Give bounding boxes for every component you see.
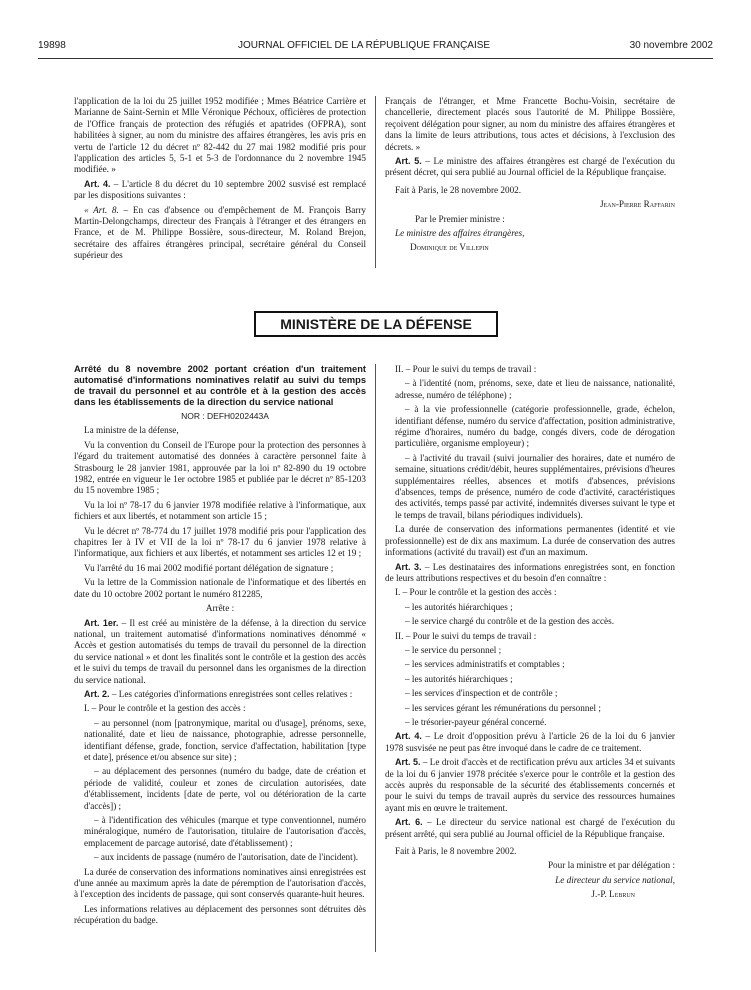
par-le-premier-ministre: Par le Premier ministre : [415, 213, 505, 224]
visa-2: Vu la convention du Conseil de l'Europe pour la protection des personnes à l'égard du traitement automatisé des données à caractère personnel faite à Strasbourg le 28 janvier 1981, approuvée par la loi nº 82-890 du 19 octobre 1982, entrée en vigueur le 1er octobre 1985 et publiée par le décret nº 85-1203 du 15 novembre 1985 ; [74, 439, 366, 496]
arrete-right-column [385, 364, 675, 904]
article-3-section-I: I. – Pour le contrôle et la gestion des accès : [395, 587, 557, 598]
list-item: – aux incidents de passage (numéro de l'autorisation, date de l'incident). [94, 852, 359, 863]
article-8: « Art. 8. – En cas d'absence ou d'empêchement de M. François Barry Martin-Delongchamps, directeur des Français à l'étranger et des étrangers en France, et de M. Philippe Bossière, sous-directeur, M. Roland Brejon, secrétaire des affaires étrangères principal, secrétaire général du Conseil supérieur des [74, 204, 366, 261]
list-item: – à la vie professionnelle (catégorie professionnelle, grade, échelon, identifiant défense, numéro du service d'affectation, position administrative, régime d'horaires, numéro du badge, congés divers, code de dérogation particulière, organisme employeur) ; [395, 404, 675, 449]
article-4: Art. 4. – L'article 8 du décret du 10 septembre 2002 susvisé est remplacé par les dispositions suivantes : [74, 178, 367, 201]
page-number: 19898 [38, 40, 66, 51]
article-5: Art. 5. – Le ministre des affaires étrangères est chargé de l'exécution du présent décret, qui sera publié au Journal officiel de la République française. [385, 156, 676, 178]
list-item: – au déplacement des personnes (numéro du badge, date de création et période de validité, couleur et zones de circulation autorisées, date d'établissement, incidents [date de perte, vol ou détérioration de la carte d'accès]) ; [84, 766, 366, 811]
article-4: Art. 4. – Le droit d'opposition prévu à l'article 26 de la loi du 6 janvier 1978 susvisée ne peut pas être invoqué dans le cadre de ce traitement. [385, 731, 675, 753]
list-item: – les services administratifs et comptables ; [405, 659, 565, 670]
signature-line-1: Pour la ministre et par délégation : [547, 860, 675, 871]
visa-6: Vu la lettre de la Commission nationale de l'informatique et des libertés en date du 10 octobre 2002 portant le numéro 812285, [74, 577, 366, 599]
list-item: – le service chargé du contrôle et de la gestion des accès. [405, 616, 615, 627]
article-5: Art. 5. – Le droit d'accès et de rectification prévu aux articles 34 et suivants de la loi du 6 janvier 1978 précitée s'exerce pour le contrôle et la gestion des accès auprès du responsable de la sécurité des établissements concernés et pour le suivi du temps de travail auprès du service des ressources humaines ayant mis en œuvre le traitement. [385, 757, 675, 813]
issue-date: 30 novembre 2002 [629, 40, 713, 51]
list-item: – les services d'inspection et de contrôle ; [405, 688, 558, 699]
fait-a-paris: Fait à Paris, le 8 novembre 2002. [395, 846, 517, 857]
page-header [38, 40, 713, 56]
list-item: – au personnel (nom [patronymique, marital ou d'usage], prénoms, sexe, nationalité, date et lieu de naissance, photographie, adresse personnelle, identifiant défense, grade, fonction, service d'affectation, habilitation [type et date], présence et/ou absence sur site) ; [84, 717, 366, 762]
top-left-column [74, 96, 366, 265]
article-1: Art. 1er. – Il est créé au ministère de la défense, à la direction du service national, un traitement automatisé d'informations nominatives dénommé « Accès et gestion automatisés du temps de travail du personnel de la direction du service national » et dont les finalités sont le contrôle et la gestion des accès et le suivi du temps de travail du personnel dans les organismes de la direction du service national. [74, 617, 366, 685]
visa-1: La ministre de la défense, [84, 425, 179, 436]
header-rule [38, 58, 713, 59]
ministry-title: MINISTÈRE DE LA DÉFENSE [254, 311, 498, 337]
list-item: – les autorités hiérarchiques ; [405, 601, 513, 612]
top-right-column [385, 96, 675, 257]
article-2-section-I: I. – Pour le contrôle et la gestion des accès : [84, 703, 246, 714]
article-3: Art. 3. – Les destinataires des informations enregistrées sont, en fonction de leurs attributions respectives et du besoin d'en connaître : [385, 561, 675, 583]
paragraph: La durée de conservation des informations permanentes (identité et vie professionnelle) est de dix ans maximum. La durée de conservation des autres informations (activité du travail) est d'un an maximum. [385, 524, 675, 558]
article-6: Art. 6. – Le directeur du service national est chargé de l'exécution du présent arrêté, qui sera publié au Journal officiel de la République française. [385, 817, 675, 839]
nor-reference: NOR : DEFH0202443A [181, 411, 269, 421]
list-item: – les autorités hiérarchiques ; [405, 673, 513, 684]
article-2-section-II: II. – Pour le suivi du temps de travail : [395, 364, 537, 374]
list-item: – les services gérant les rémunérations du personnel ; [405, 702, 601, 713]
ministre-name: Dominique de Villepin [410, 242, 489, 253]
list-item: – le trésorier-payeur général concerné. [405, 716, 547, 727]
list-item: – à l'identification des véhicules (marque et type conventionnel, numéro minéralogique, numéro de l'autorisation, titulaire de l'autorisation d'accès, emplacement de parcage autorisé, date d'établissement) ; [84, 815, 366, 848]
visa-5: Vu l'arrêté du 16 mai 2002 modifié portant délégation de signature ; [84, 562, 334, 573]
article-3-section-II: II. – Pour le suivi du temps de travail : [395, 630, 537, 641]
list-item: – le service du personnel ; [405, 644, 502, 655]
ministre-title: Le ministre des affaires étrangères, [395, 228, 525, 239]
list-item: – à l'identité (nom, prénoms, sexe, date et lieu de naissance, nationalité, adresse, numéro de téléphone) ; [395, 378, 675, 400]
paragraph: Français de l'étranger, et Mme Francette Bochu-Voisin, secrétaire de chancellerie, directement placés sous l'autorité de M. Philippe Bossière, reçoivent délégation pour signer, au nom du ministre des affaires étrangères et dans la limite de leurs attributions, tous actes et décisions, à l'exclusion des décrets. » [385, 96, 675, 152]
arrete-title: Arrêté du 8 novembre 2002 portant création d'un traitement automatisé d'informations nominatives relatif au suivi du temps de travail du personnel et au contrôle et à la gestion des accès dans les établissements de la direction du service national [74, 364, 366, 407]
fait-a-paris: Fait à Paris, le 28 novembre 2002. [395, 184, 522, 195]
journal-title: JOURNAL OFFICIEL DE LA RÉPUBLIQUE FRANÇAISE [238, 40, 491, 51]
paragraph: Les informations relatives au déplacement des personnes sont détruites dès récupération du badge. [74, 903, 366, 926]
column-divider [375, 96, 376, 268]
list-item: – à l'activité du travail (suivi journalier des horaires, date et numéro de semaine, situations crédit/débit, heures supplémentaires, prévisions d'heures supplémentaires réelles, absences et motifs d'absences, prévisions d'absences, temps de présence, numéro de code d'activité, caractéristiques des activités, temps passé par activité, indemnités diverses suivant le type et le temps de travail, bilans périodiques individuels). [395, 452, 675, 520]
paragraph: La durée de conservation des informations nominatives ainsi enregistrées est d'une année au maximum après la date de péremption de l'autorisation d'accès, à l'exception des incidents de passage, qui sont conservés quarante-huit heures. [74, 866, 366, 900]
signature-line-2: Le directeur du service national, [555, 874, 675, 885]
article-2: Art. 2. – Les catégories d'informations enregistrées sont celles relatives : [84, 688, 353, 699]
visa-3: Vu la loi nº 78-17 du 6 janvier 1978 modifiée relative à l'informatique, aux fichiers et aux libertés, et notamment son article 15 ; [74, 499, 366, 522]
column-divider [375, 364, 376, 952]
paragraph: l'application de la loi du 25 juillet 1952 modifiée ; Mmes Béatrice Carrière et Marianne de Saint-Sernin et Mlle Véronique Péchoux, officières de protection de l'Office français de protection des réfugiés et apatrides (OFPRA), sont habilitées à signer, au nom du ministre des affaires étrangères, les avis pris en vertu de l'article 12 du décret nº 82-442 du 27 mai 1982 modifié pris pour l'application des articles 5, 5-1 et 5-3 de l'ordonnance du 2 novembre 1945 modifiée. » [74, 96, 366, 175]
visa-4: Vu le décret nº 78-774 du 17 juillet 1978 modifié pris pour l'application des chapitres Ier à IV et VII de la loi nº 78-17 du 6 janvier 1978 relative à l'informatique, aux fichiers et aux libertés, et notamment ses articles 12 et 19 ; [74, 525, 366, 559]
arrete-word: Arrête : [205, 603, 235, 614]
arrete-left-column [74, 364, 366, 930]
signatory: J.-P. Lebrun [591, 889, 635, 900]
signatory: Jean-Pierre Raffarin [599, 199, 675, 210]
